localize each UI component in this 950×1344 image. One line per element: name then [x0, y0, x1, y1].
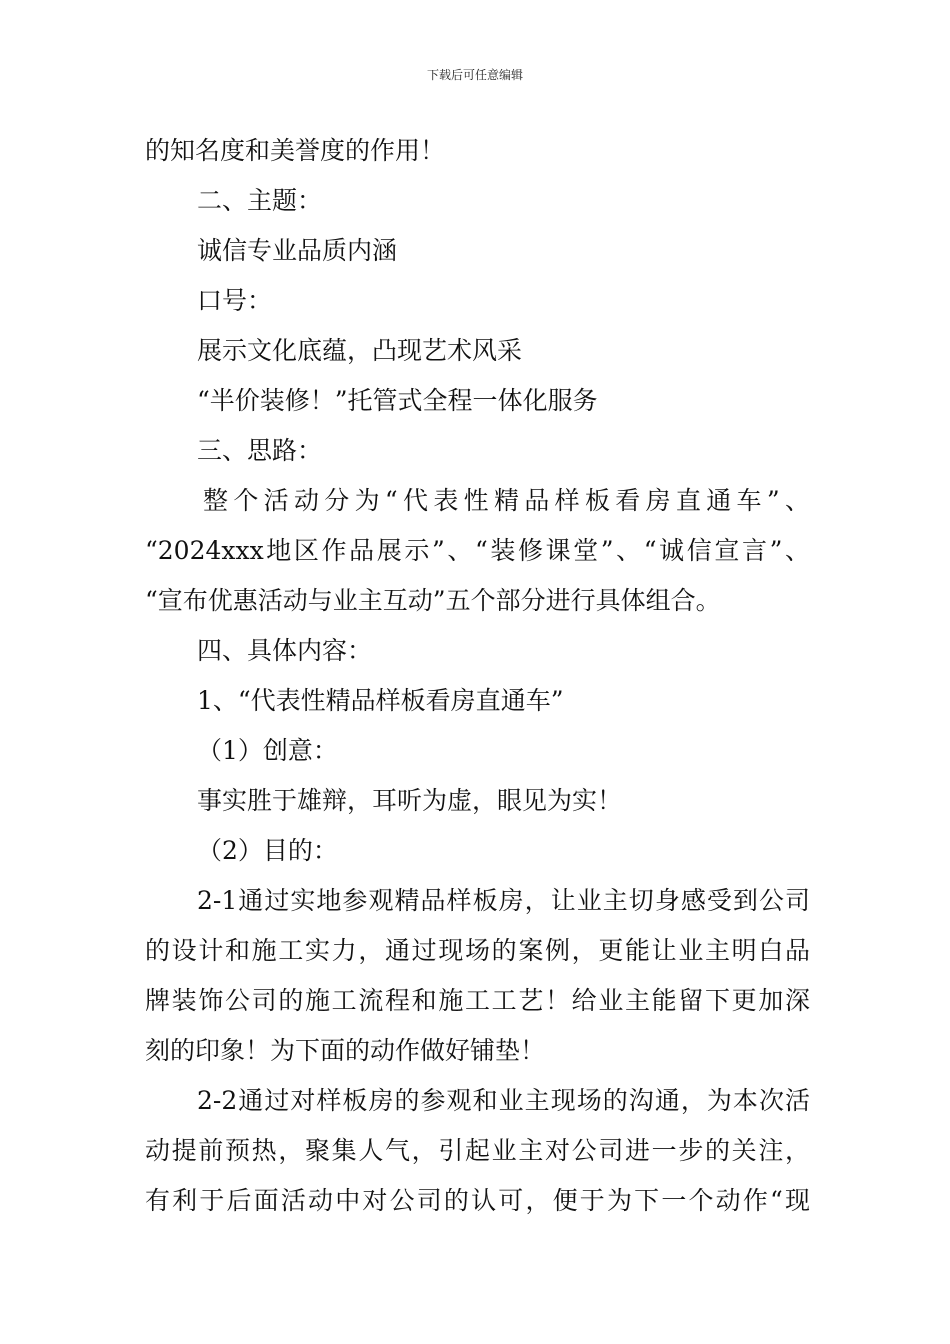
paragraph-line: 的设计和施工实力，通过现场的案例，更能让业主明白品	[145, 936, 810, 965]
paragraph-line: 展示文化底蕴，凸现艺术风采	[197, 336, 523, 365]
paragraph-line: 诚信专业品质内涵	[197, 236, 398, 265]
paragraph-line: 2-1通过实地参观精品样板房，让业主切身感受到公司	[197, 886, 810, 915]
item-heading-purpose: （2）目的：	[197, 836, 338, 865]
paragraph-line: 整个活动分为“代表性精品样板看房直通车”、	[203, 486, 810, 515]
paragraph-line: 牌装饰公司的施工流程和施工工艺！给业主能留下更加深	[145, 986, 810, 1015]
section-heading-content: 四、具体内容：	[197, 636, 373, 665]
paragraph-line: 的知名度和美誉度的作用！	[145, 136, 446, 165]
paragraph-line: “宣布优惠活动与业主互动”五个部分进行具体组合。	[145, 586, 721, 615]
document-body	[145, 126, 810, 1226]
paragraph-line: 事实胜于雄辩，耳听为虚，眼见为实！	[197, 786, 623, 815]
section-heading-approach: 三、思路：	[197, 436, 323, 465]
paragraph-line: 动提前预热，聚集人气，引起业主对公司进一步的关注，	[145, 1136, 810, 1165]
subsection-heading: 1、“代表性精品样板看房直通车”	[197, 686, 564, 715]
item-heading-idea: （1）创意：	[197, 736, 338, 765]
paragraph-line: “2024xxx地区作品展示”、“装修课堂”、“诚信宣言”、	[145, 536, 810, 565]
slogan-label: 口号：	[197, 286, 273, 315]
page-header-note: 下载后可任意编辑	[426, 68, 523, 82]
paragraph-line: “半价装修！”托管式全程一体化服务	[197, 386, 598, 415]
paragraph-line: 有利于后面活动中对公司的认可，便于为下一个动作“现	[145, 1186, 810, 1215]
paragraph-line: 2-2通过对样板房的参观和业主现场的沟通，为本次活	[197, 1086, 810, 1115]
section-heading-theme: 二、主题：	[197, 186, 323, 215]
paragraph-line: 刻的印象！为下面的动作做好铺垫！	[145, 1036, 546, 1065]
